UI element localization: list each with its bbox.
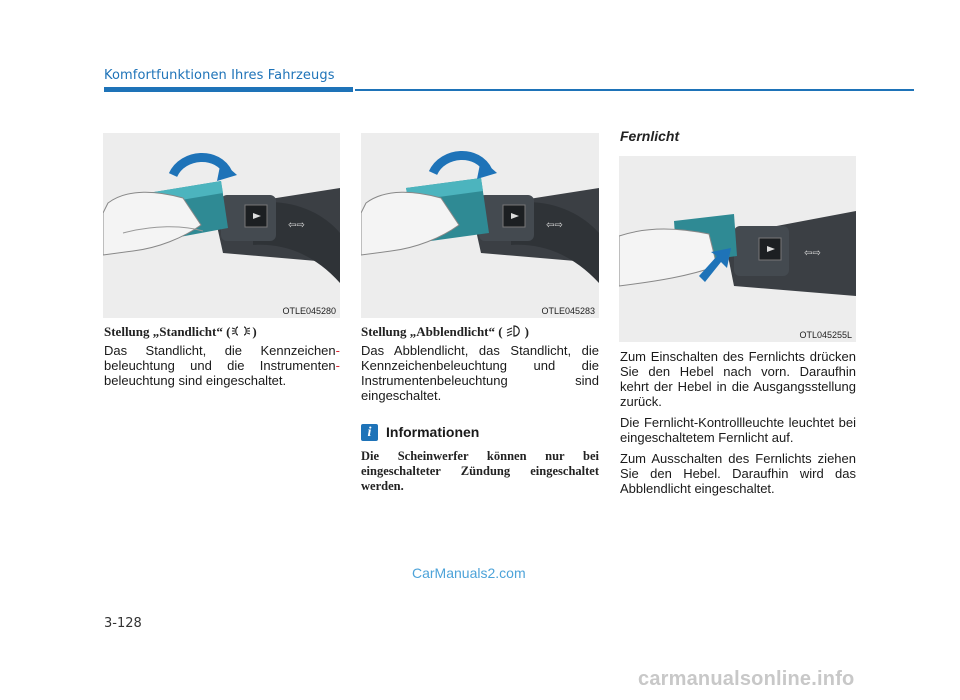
info-icon: i xyxy=(361,424,378,441)
heading-prefix: Stellung „Standlicht“ ( xyxy=(104,324,231,339)
abblendlicht-heading xyxy=(361,324,529,340)
paragraph-line: beleuchtung und die Instrumenten xyxy=(104,358,336,373)
heading-suffix: ) xyxy=(524,324,529,339)
fernlicht-title: Fernlicht xyxy=(620,128,680,144)
page-number: 3-128 xyxy=(104,616,142,631)
parking-light-icon xyxy=(231,325,251,337)
svg-text:⇦⇨: ⇦⇨ xyxy=(804,248,821,259)
figure-standlicht xyxy=(103,133,340,318)
figure-code: OTLE045280 xyxy=(282,306,336,316)
heading-suffix: ) xyxy=(252,324,257,339)
svg-text:⇦⇨: ⇦⇨ xyxy=(546,220,563,231)
paragraph: Zum Einschalten des Fernlichts drücken Sie den Hebel nach vorn. Daraufhin kehrt der Hebel in die Ausgangsstellung zurück. xyxy=(620,349,856,409)
paragraph-line: beleuchtung sind eingeschaltet. xyxy=(104,373,287,388)
section-title: Komfortfunktionen Ihres Fahrzeugs xyxy=(104,68,335,83)
lever-illustration xyxy=(361,133,599,318)
figure-code: OTLE045283 xyxy=(541,306,595,316)
figure-abblendlicht xyxy=(361,133,599,318)
low-beam-icon xyxy=(504,325,524,337)
figure-code: OTL045255L xyxy=(799,330,852,340)
heading-prefix: Stellung „Abblendlicht“ ( xyxy=(361,324,503,339)
paragraph: Zum Ausschalten des Fernlichts ziehen Sie den Hebel. Daraufhin wird das Abblendlicht eingeschaltet. xyxy=(620,451,856,496)
paragraph-line: Das Standlicht, die Kennzeichen xyxy=(104,343,336,358)
info-title: Informationen xyxy=(386,424,480,440)
watermark-link[interactable]: CarManuals2.com xyxy=(412,565,526,581)
standlicht-paragraph xyxy=(104,343,340,388)
svg-text:⇦⇨: ⇦⇨ xyxy=(288,220,305,231)
fernlicht-paragraphs xyxy=(620,349,856,502)
figure-fernlicht xyxy=(619,156,856,342)
hyphen-mark: - xyxy=(335,358,340,373)
hyphen-mark: - xyxy=(335,343,340,358)
standlicht-heading xyxy=(104,324,257,340)
header-rule xyxy=(355,89,914,91)
paragraph: Die Fernlicht-Kontrollleuchte leuchtet bei eingeschaltetem Fernlicht auf. xyxy=(620,415,856,445)
watermark-footer: carmanualsonline.info xyxy=(638,668,855,690)
header-accent-bar xyxy=(104,87,353,92)
lever-illustration xyxy=(619,156,856,342)
abblendlicht-paragraph: Das Abblendlicht, das Standlicht, die Kennzeichenbeleuchtung und die Instrumentenbeleuchtung sind eingeschaltet. xyxy=(361,343,599,403)
info-text: Die Scheinwerfer können nur bei eingeschalteter Zündung eingeschaltet werden. xyxy=(361,449,599,493)
lever-illustration xyxy=(103,133,340,318)
